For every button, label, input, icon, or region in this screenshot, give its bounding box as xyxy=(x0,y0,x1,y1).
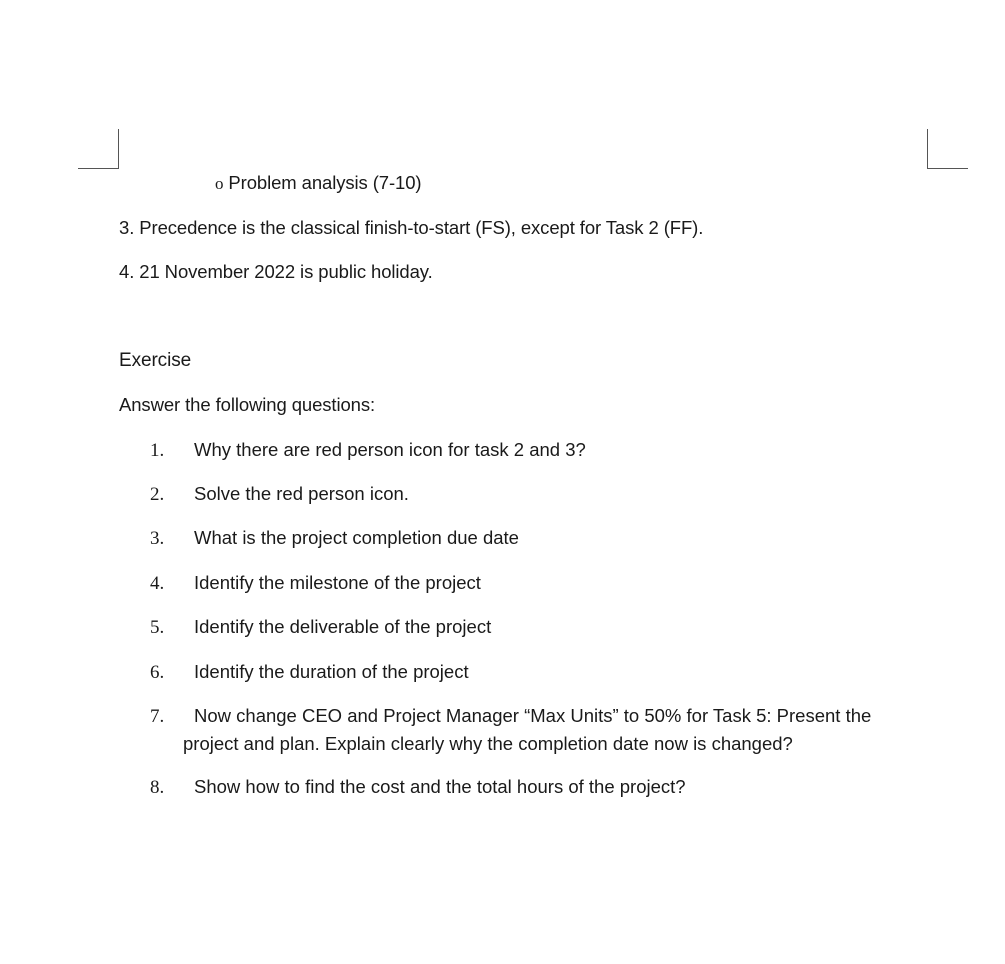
question-item xyxy=(150,480,910,508)
question-item xyxy=(150,436,910,464)
question-item xyxy=(150,524,910,552)
question-text: Why there are red person icon for task 2 and 3? xyxy=(194,439,586,460)
question-text: Identify the duration of the project xyxy=(194,661,469,682)
question-item xyxy=(150,613,910,641)
crop-mark-left xyxy=(78,129,119,169)
precedence-item: 3. Precedence is the classical finish-to-start (FS), except for Task 2 (FF). xyxy=(119,217,704,238)
question-number: 1. xyxy=(150,440,165,461)
exercise-heading: Exercise xyxy=(119,350,192,371)
question-number: 6. xyxy=(150,662,165,683)
crop-mark-right xyxy=(927,129,968,169)
question-number: 5. xyxy=(150,617,165,638)
question-number: 3. xyxy=(150,528,165,549)
question-number: 7. xyxy=(150,706,165,727)
question-text: What is the project completion due date xyxy=(194,527,519,548)
holiday-item: 4. 21 November 2022 is public holiday. xyxy=(119,261,433,282)
exercise-intro: Answer the following questions: xyxy=(119,394,376,415)
question-item xyxy=(150,773,910,801)
question-text-continuation: project and plan. Explain clearly why the completion date now is changed? xyxy=(183,733,793,754)
sub-bullet-line xyxy=(215,171,421,196)
question-number: 2. xyxy=(150,484,165,505)
question-text: Show how to find the cost and the total hours of the project? xyxy=(194,776,686,797)
question-text: Identify the deliverable of the project xyxy=(194,616,492,637)
question-text: Identify the milestone of the project xyxy=(194,572,481,593)
question-item xyxy=(150,702,910,757)
question-text: Solve the red person icon. xyxy=(194,483,409,504)
question-number: 8. xyxy=(150,777,165,798)
sub-bullet-marker: o xyxy=(215,174,224,193)
question-item xyxy=(150,658,910,686)
question-text: Now change CEO and Project Manager “Max Units” to 50% for Task 5: Present the xyxy=(194,705,872,726)
question-item xyxy=(150,569,910,597)
sub-bullet-text: Problem analysis (7-10) xyxy=(228,172,422,193)
question-number: 4. xyxy=(150,573,165,594)
